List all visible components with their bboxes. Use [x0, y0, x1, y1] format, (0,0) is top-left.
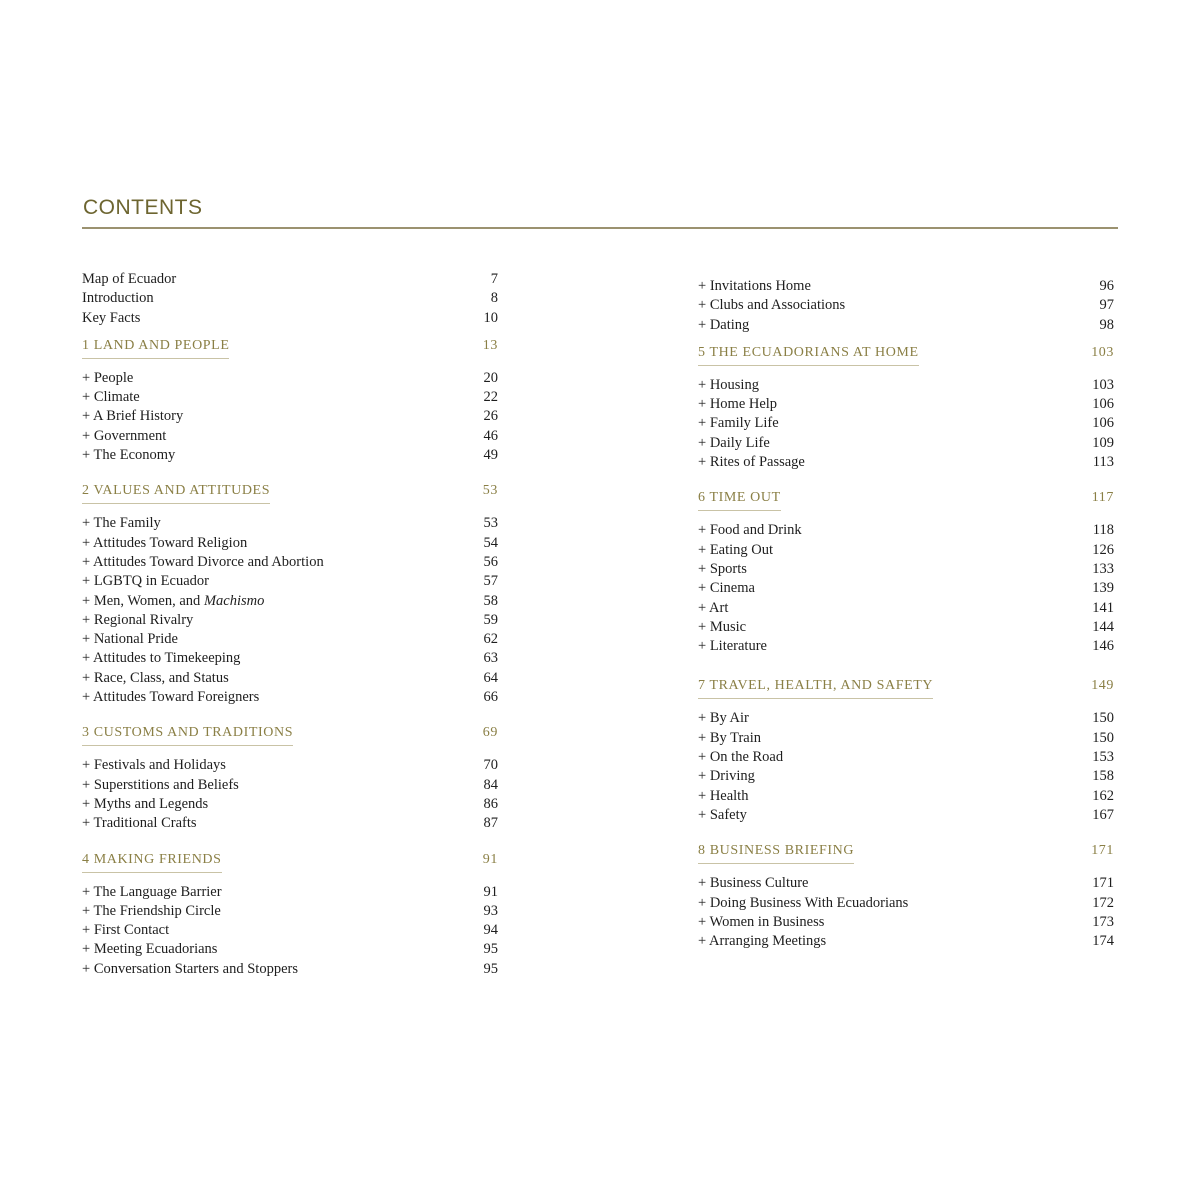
toc-entry-label: + Festivals and Holidays	[82, 756, 226, 775]
section-title: 1 LAND AND PEOPLE	[82, 336, 229, 359]
toc-entry-label: Map of Ecuador	[82, 271, 177, 287]
section-page: 91	[482, 851, 498, 867]
toc-entry-label: + Driving	[698, 767, 755, 786]
toc-entry	[82, 289, 498, 308]
toc-entry-label: + Women in Business	[698, 913, 824, 932]
toc-entry	[82, 309, 498, 328]
toc-entry-label: + Myths and Legends	[82, 795, 208, 814]
toc-entry-page: 146	[1092, 638, 1114, 655]
section-heading	[698, 676, 1114, 699]
toc-entry-label: + Food and Drink	[698, 521, 802, 540]
toc-section	[82, 336, 498, 465]
toc-entry	[698, 579, 1114, 598]
toc-entry-label: + LGBTQ in Ecuador	[82, 572, 209, 591]
toc-entry-page: 173	[1092, 913, 1114, 930]
toc-entry-page: 84	[483, 776, 498, 793]
toc-entry-label: + Race, Class, and Status	[82, 669, 229, 688]
toc-entry-label: + Safety	[698, 806, 747, 825]
toc-entry	[82, 572, 498, 591]
toc-entry	[698, 414, 1114, 433]
toc-entry-label: + Traditional Crafts	[82, 814, 197, 833]
toc-entry-page: 56	[483, 553, 498, 570]
toc-entry-label: + Superstitions and Beliefs	[82, 776, 239, 795]
toc-entry-page: 54	[483, 534, 498, 551]
toc-entry	[698, 729, 1114, 748]
toc-entry-page: 58	[483, 592, 498, 609]
section-page: 69	[482, 725, 498, 741]
toc-entry-label: + Literature	[698, 637, 767, 656]
toc-entry-page: 167	[1092, 806, 1114, 823]
section-page: 117	[1091, 490, 1114, 506]
toc-entry-label: + Cinema	[698, 579, 755, 598]
toc-entry-label: + National Pride	[82, 630, 178, 649]
toc-entry-page: 158	[1092, 768, 1114, 785]
section-page: 13	[482, 337, 498, 353]
section-heading	[82, 481, 498, 504]
section-heading	[82, 723, 498, 746]
toc-section	[82, 850, 498, 979]
toc-entry-page: 49	[483, 447, 498, 464]
toc-entry-label: + Arranging Meetings	[698, 932, 826, 951]
section-title: 7 TRAVEL, HEALTH, AND SAFETY	[698, 676, 933, 699]
toc-entry-page: 10	[483, 309, 498, 326]
section-title: 6 TIME OUT	[698, 488, 781, 511]
toc-entry	[698, 637, 1114, 656]
toc-section	[698, 343, 1114, 472]
toc-entry	[698, 787, 1114, 806]
toc-entry-label: + Home Help	[698, 395, 777, 414]
toc-entry-label: + Eating Out	[698, 541, 773, 560]
toc-entry-label: + The Language Barrier	[82, 883, 222, 902]
toc-entry-page: 106	[1092, 396, 1114, 413]
toc-entry-page: 98	[1099, 316, 1114, 333]
toc-entry-page: 139	[1092, 580, 1114, 597]
section-title: 8 BUSINESS BRIEFING	[698, 841, 854, 864]
toc-entry-label: Introduction	[82, 290, 154, 307]
toc-entry-page: 62	[483, 631, 498, 648]
toc-entry	[82, 776, 498, 795]
toc-entry-label: + Climate	[82, 388, 140, 407]
toc-entry-label: + The Economy	[82, 446, 175, 465]
section-heading	[698, 343, 1114, 366]
toc-entry	[82, 427, 498, 446]
toc-entry	[82, 611, 498, 630]
toc-entry-label: + Sports	[698, 560, 747, 579]
toc-entry-label: + People	[82, 369, 133, 388]
toc-entry-label: + By Air	[698, 709, 749, 728]
section-page: 103	[1091, 344, 1114, 360]
toc-entry-label: + Attitudes to Timekeeping	[82, 649, 240, 668]
toc-entry-label: Key Facts	[82, 309, 141, 326]
toc-entry-page: 153	[1092, 749, 1114, 766]
toc-entry-label: + On the Road	[698, 748, 783, 767]
toc-entry-page: 118	[1092, 522, 1114, 539]
toc-entry-label: + Invitations Home	[698, 277, 811, 296]
toc-entry	[698, 599, 1114, 618]
toc-entry-page: 150	[1092, 729, 1114, 746]
section-title: 2 VALUES AND ATTITUDES	[82, 481, 270, 504]
toc-entry-label: + Family Life	[698, 414, 779, 433]
toc-entry-page: 87	[483, 815, 498, 832]
toc-section	[82, 481, 498, 707]
toc-entry	[698, 894, 1114, 913]
toc-entry	[82, 630, 498, 649]
toc-entry-label: + Attitudes Toward Divorce and Abortion	[82, 553, 324, 572]
toc-entry	[698, 618, 1114, 637]
toc-entry	[698, 521, 1114, 540]
toc-entry-label: + Daily Life	[698, 434, 770, 453]
toc-entry	[698, 560, 1114, 579]
toc-entry	[82, 553, 498, 572]
toc-entry-page: 86	[483, 795, 498, 812]
toc-entry-page: 96	[1099, 278, 1114, 294]
toc-entry-label: + The Friendship Circle	[82, 902, 221, 921]
section-page: 149	[1091, 678, 1114, 694]
toc-entry-page: 46	[483, 427, 498, 444]
toc-entry-page: 63	[483, 650, 498, 667]
toc-entry-page: 150	[1092, 710, 1114, 727]
toc-entry	[82, 388, 498, 407]
toc-entry	[82, 960, 498, 979]
contents-left-column	[82, 270, 498, 995]
toc-entry-page: 91	[483, 883, 498, 900]
toc-entry-page: 103	[1092, 376, 1114, 393]
toc-entry-page: 53	[483, 515, 498, 532]
toc-entry	[82, 795, 498, 814]
toc-entry	[698, 709, 1114, 728]
title-divider	[82, 227, 1118, 229]
toc-entry-label: + Doing Business With Ecuadorians	[698, 894, 908, 913]
front-matter	[82, 270, 498, 328]
toc-entry-label: + A Brief History	[82, 407, 183, 426]
toc-entry	[82, 514, 498, 533]
toc-entry-page: 174	[1092, 933, 1114, 950]
toc-entry-label: + Regional Rivalry	[82, 611, 193, 630]
toc-entry	[698, 434, 1114, 453]
toc-entry-label: + Health	[698, 787, 748, 806]
section-heading	[82, 336, 498, 359]
toc-entry	[698, 395, 1114, 414]
toc-entry-label: + Housing	[698, 376, 759, 395]
toc-entry	[698, 453, 1114, 472]
section-heading	[698, 841, 1114, 864]
toc-section	[698, 841, 1114, 951]
section-page: 171	[1091, 843, 1114, 859]
toc-entry	[698, 541, 1114, 560]
section-title: 5 THE ECUADORIANS AT HOME	[698, 343, 919, 366]
section-title: 4 MAKING FRIENDS	[82, 850, 222, 873]
toc-entry-page: 7	[490, 271, 498, 287]
toc-entry-page: 106	[1092, 415, 1114, 432]
toc-entry	[82, 883, 498, 902]
toc-entry-page: 93	[483, 902, 498, 919]
section-title: 3 CUSTOMS AND TRADITIONS	[82, 723, 293, 746]
toc-entry-page: 109	[1092, 434, 1114, 451]
section-heading	[82, 850, 498, 873]
toc-entry-label: + Attitudes Toward Religion	[82, 534, 247, 553]
toc-entry-label: + Rites of Passage	[698, 453, 805, 472]
toc-entry-page: 20	[483, 369, 498, 386]
toc-entry-label: + By Train	[698, 729, 761, 748]
toc-entry	[82, 921, 498, 940]
toc-entry	[82, 902, 498, 921]
toc-entry-label: + Business Culture	[698, 874, 809, 893]
toc-entry-page: 172	[1092, 894, 1114, 911]
toc-entry-page: 59	[483, 611, 498, 628]
toc-entry-page: 26	[483, 408, 498, 425]
toc-entry	[82, 446, 498, 465]
toc-section	[82, 723, 498, 833]
toc-entry-page: 57	[483, 573, 498, 590]
toc-entry-page: 126	[1092, 541, 1114, 558]
toc-entry	[82, 270, 498, 289]
toc-entry-label: + Men, Women, and Machismo	[82, 592, 264, 611]
contents-right-column	[698, 277, 1114, 967]
toc-entry-page: 162	[1092, 787, 1114, 804]
toc-entry-label: + Art	[698, 599, 728, 618]
toc-entry	[698, 748, 1114, 767]
toc-entry-label: + Clubs and Associations	[698, 296, 845, 315]
toc-entry-page: 113	[1092, 454, 1114, 471]
toc-entry	[698, 806, 1114, 825]
toc-section	[698, 676, 1114, 825]
toc-entry-label: + Dating	[698, 316, 749, 335]
toc-entry	[82, 669, 498, 688]
toc-entry	[82, 592, 498, 611]
toc-entry	[698, 376, 1114, 395]
toc-entry-page: 66	[483, 689, 498, 706]
toc-entry	[698, 277, 1114, 296]
toc-entry	[82, 534, 498, 553]
toc-entry	[82, 688, 498, 707]
toc-section	[698, 488, 1114, 656]
toc-entry-label: + Music	[698, 618, 746, 637]
continued-entries	[698, 277, 1114, 335]
toc-entry	[82, 814, 498, 833]
toc-entry-page: 22	[483, 389, 498, 406]
toc-entry-page: 97	[1099, 297, 1114, 314]
toc-entry-label: + Attitudes Toward Foreigners	[82, 688, 259, 707]
toc-entry-page: 95	[483, 941, 498, 958]
toc-entry-page: 94	[483, 922, 498, 939]
toc-entry-page: 141	[1092, 599, 1114, 616]
page-title: CONTENTS	[83, 196, 203, 219]
toc-entry-label: + Meeting Ecuadorians	[82, 940, 217, 959]
toc-entry	[82, 940, 498, 959]
toc-entry	[698, 767, 1114, 786]
toc-entry-page: 8	[490, 290, 498, 307]
toc-entry	[698, 932, 1114, 951]
toc-entry	[82, 407, 498, 426]
section-page: 53	[482, 483, 498, 499]
toc-entry	[698, 316, 1114, 335]
section-heading	[698, 488, 1114, 511]
toc-entry-page: 64	[483, 669, 498, 686]
toc-entry	[698, 296, 1114, 315]
toc-entry-page: 171	[1092, 875, 1114, 892]
toc-entry-page: 70	[483, 757, 498, 774]
toc-entry	[698, 913, 1114, 932]
toc-entry	[82, 649, 498, 668]
toc-entry-label: + The Family	[82, 514, 161, 533]
toc-entry	[82, 369, 498, 388]
toc-entry-label: + First Contact	[82, 921, 169, 940]
toc-entry-page: 95	[483, 960, 498, 977]
toc-entry-page: 133	[1092, 560, 1114, 577]
toc-entry	[82, 756, 498, 775]
toc-entry-label: + Government	[82, 427, 166, 446]
toc-entry-page: 144	[1092, 618, 1114, 635]
toc-entry-label: + Conversation Starters and Stoppers	[82, 960, 298, 979]
toc-entry	[698, 874, 1114, 893]
